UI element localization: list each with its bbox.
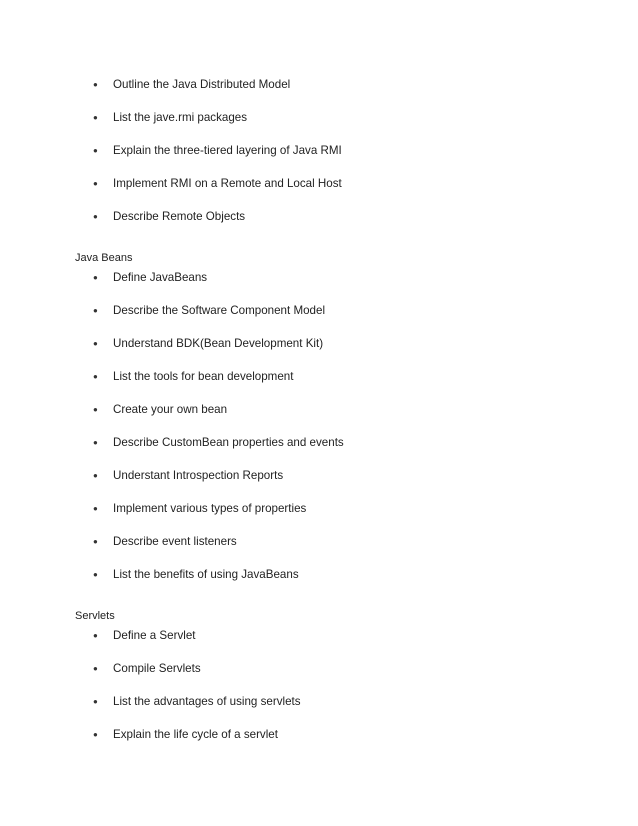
bullet-icon: ● <box>93 471 98 480</box>
list-item <box>93 303 325 319</box>
list-item-text: List the benefits of using JavaBeans <box>113 568 299 581</box>
list-item <box>93 209 245 225</box>
bullet-icon: ● <box>93 113 98 122</box>
list-item-text: Describe CustomBean properties and events <box>113 436 344 449</box>
list-item <box>93 110 247 126</box>
list-item-text: Implement RMI on a Remote and Local Host <box>113 177 342 190</box>
bullet-icon: ● <box>93 504 98 513</box>
list-item-text: Outline the Java Distributed Model <box>113 78 291 91</box>
bullet-icon: ● <box>93 273 98 282</box>
list-item <box>93 402 227 418</box>
bullet-icon: ● <box>93 664 98 673</box>
list-item-text: Understant Introspection Reports <box>113 469 284 482</box>
list-item-text: Define a Servlet <box>113 629 196 642</box>
list-item-text: List the jave.rmi packages <box>113 111 248 124</box>
list-item <box>93 336 323 352</box>
list-item-text: Understand BDK(Bean Development Kit) <box>113 337 324 350</box>
section-heading-servlets: Servlets <box>75 610 115 622</box>
list-item <box>93 628 196 644</box>
list-item-text: Compile Servlets <box>113 662 201 675</box>
list-item-text: Describe the Software Component Model <box>113 304 326 317</box>
section-heading-java-beans: Java Beans <box>75 252 133 264</box>
list-item-text: Implement various types of properties <box>113 502 307 515</box>
list-item <box>93 176 342 192</box>
list-item-text: List the advantages of using servlets <box>113 695 301 708</box>
list-item-text: Describe Remote Objects <box>113 210 246 223</box>
list-item <box>93 435 344 451</box>
list-item-text: Describe event listeners <box>113 535 237 548</box>
bullet-icon: ● <box>93 730 98 739</box>
bullet-icon: ● <box>93 339 98 348</box>
list-item <box>93 567 299 583</box>
bullet-icon: ● <box>93 405 98 414</box>
bullet-icon: ● <box>93 631 98 640</box>
bullet-icon: ● <box>93 570 98 579</box>
bullet-icon: ● <box>93 438 98 447</box>
bullet-icon: ● <box>93 146 98 155</box>
list-item <box>93 661 201 677</box>
list-item <box>93 270 207 286</box>
list-item <box>93 694 301 710</box>
bullet-icon: ● <box>93 80 98 89</box>
list-item-text: Explain the life cycle of a servlet <box>113 728 278 741</box>
list-item-text: Create your own bean <box>113 403 228 416</box>
list-item-text: Define JavaBeans <box>113 271 208 284</box>
bullet-icon: ● <box>93 179 98 188</box>
bullet-icon: ● <box>93 212 98 221</box>
bullet-icon: ● <box>93 306 98 315</box>
list-item <box>93 77 290 93</box>
list-item <box>93 143 342 159</box>
bullet-icon: ● <box>93 537 98 546</box>
list-item <box>93 727 278 743</box>
list-item-text: Explain the three-tiered layering of Java RMI <box>113 144 342 157</box>
list-item <box>93 468 283 484</box>
list-item <box>93 369 293 385</box>
list-item-text: List the tools for bean development <box>113 370 294 383</box>
bullet-icon: ● <box>93 372 98 381</box>
bullet-icon: ● <box>93 697 98 706</box>
list-item <box>93 501 306 517</box>
list-item <box>93 534 237 550</box>
